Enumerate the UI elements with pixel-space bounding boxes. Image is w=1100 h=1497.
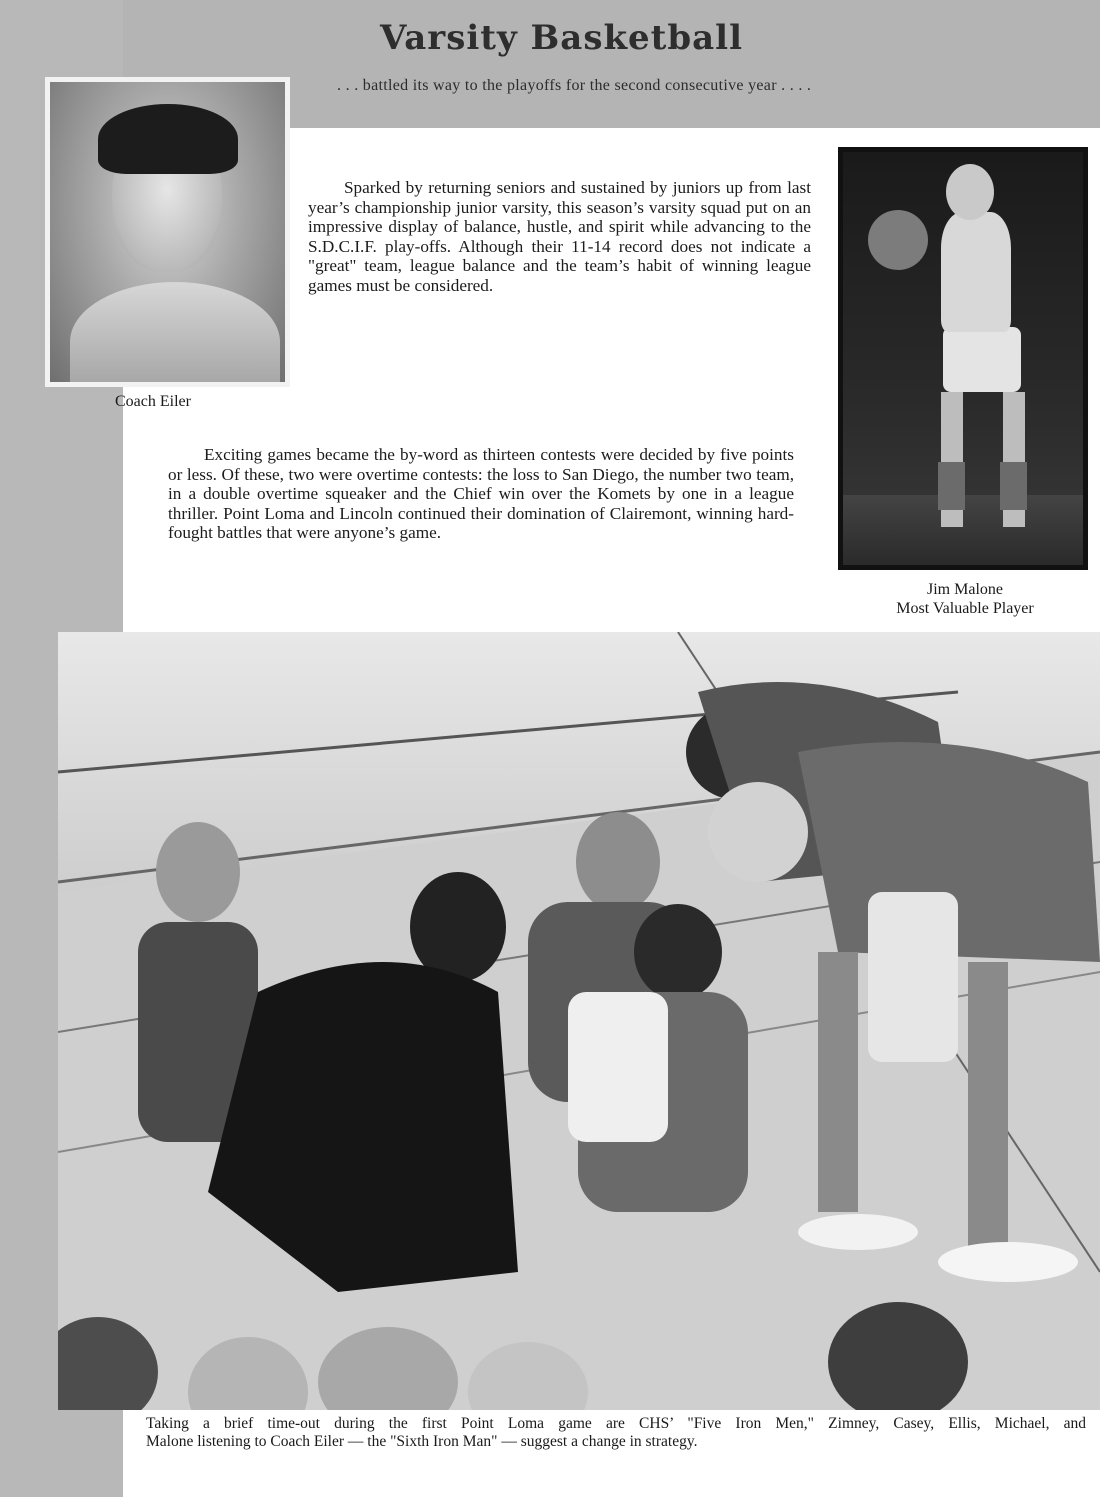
towel [568, 992, 668, 1142]
team-timeout-photo [58, 632, 1100, 1410]
page-title: Varsity Basketball [380, 18, 743, 58]
coach-shirt [70, 282, 280, 382]
player-leg [818, 952, 858, 1212]
mvp-player-photo [838, 147, 1088, 570]
intro-paragraph: Sparked by returning seniors and sustained by juniors up from last year’s championship junior varsity, this season’s varsity squad put on an impressive display of balance, hustle, and spirit while advancing to the S.D.C.I.F. play-offs. Although their 11-14 record does not indicate a "great" team, league balance and the team’s habit of winning league games must be considered. [308, 178, 811, 295]
games-paragraph: Exciting games became the by-word as thirteen contests were decided by five points or less. Of these, two were overtime contests: the loss to San Diego, the number two team, in a double overtime squeaker and the Chief win over the Komets by one in a league thriller. Point Loma and Lincoln continued their domination of Clairemont, winning hard-fought battles that were anyone’s game. [168, 445, 794, 543]
player-head [708, 782, 808, 882]
team-photo-illustration [58, 632, 1100, 1410]
player-head [946, 164, 994, 220]
caption-line-1: Taking a brief time-out during the first Point Loma game are CHS’ "Five Iron Men," Zimney, Casey, Ellis, Michael, and [146, 1415, 1086, 1432]
basketball [868, 210, 928, 270]
page-subtitle: . . . battled its way to the playoffs for the second consecutive year . . . . [337, 77, 812, 94]
coach-portrait-photo [45, 77, 290, 387]
sneaker [938, 1242, 1078, 1282]
coach-hair [98, 104, 238, 174]
player-head [156, 822, 240, 922]
player-head [576, 812, 660, 912]
player-jersey [941, 212, 1011, 332]
sneaker [798, 1214, 918, 1250]
player-head [634, 904, 722, 1000]
coach-caption: Coach Eiler [115, 393, 191, 410]
towel [868, 892, 958, 1062]
player-sock-right [1000, 462, 1027, 510]
mvp-title: Most Valuable Player [896, 600, 1034, 617]
coach-head [410, 872, 506, 982]
team-photo-caption [146, 1415, 1086, 1451]
mvp-name: Jim Malone [927, 581, 1003, 598]
caption-line-2: Malone listening to Coach Eiler — the "Sixth Iron Man" — suggest a change in strategy. [146, 1433, 698, 1450]
player-leg [968, 962, 1008, 1252]
player-sock-left [938, 462, 965, 510]
mvp-caption [870, 580, 1060, 618]
player-shorts [943, 327, 1021, 392]
